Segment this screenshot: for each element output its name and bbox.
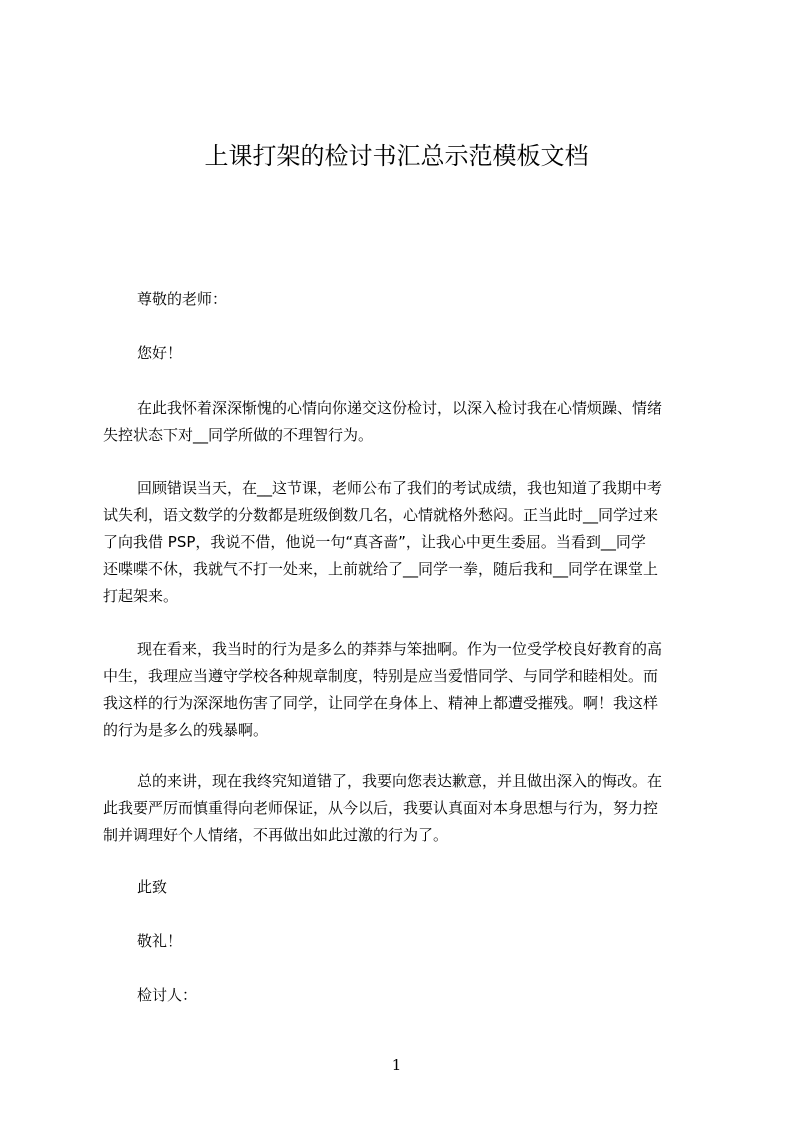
paragraph-line: 中生，我理应当遵守学校各种规章制度，特别是应当爱惜同学、与同学和睦相处。而 — [103, 667, 659, 685]
greeting: 您好！ — [137, 344, 183, 362]
paragraph-line: 失控状态下对__同学所做的不理智行为。 — [103, 426, 374, 444]
salutation: 尊敬的老师： — [137, 290, 228, 308]
paragraph-line: 打起架来。 — [103, 587, 179, 605]
signature-label: 检讨人： — [137, 986, 198, 1004]
paragraph-line: 的行为是多么的残暴啊。 — [103, 721, 269, 739]
paragraph-line: 在此我怀着深深惭愧的心情向你递交这份检讨，以深入检讨我在心情烦躁、情绪 — [137, 399, 663, 417]
paragraph-line: 了向我借 PSP，我说不借，他说一句“真吝啬”，让我心中更生委屈。当看到__同学 — [103, 533, 646, 551]
paragraph-line: 制并调理好个人情绪，不再做出如此过激的行为了。 — [103, 826, 449, 844]
paragraph-line: 回顾错误当天，在__这节课，老师公布了我们的考试成绩，我也知道了我期中考 — [137, 479, 663, 497]
document-title: 上课打架的检讨书汇总示范模板文档 — [204, 142, 589, 170]
paragraph-line: 试失利，语文数学的分数都是班级倒数几名，心情就格外愁闷。正当此时__同学过来 — [103, 506, 659, 524]
paragraph-line: 我这样的行为深深地伤害了同学，让同学在身体上、精神上都遭受摧残。啊！我这样 — [103, 694, 659, 712]
closing-line-2: 敬礼！ — [137, 932, 183, 950]
paragraph-line: 此我要严厉而慎重得向老师保证，从今以后，我要认真面对本身思想与行为，努力控 — [103, 799, 659, 817]
paragraph-line: 总的来讲，现在我终究知道错了，我要向您表达歉意，并且做出深入的悔改。在 — [137, 772, 663, 790]
closing-line-1: 此致 — [137, 878, 168, 896]
page-number: 1 — [391, 1056, 402, 1074]
paragraph-line: 现在看来，我当时的行为是多么的莽莽与笨拙啊。作为一位受学校良好教育的高 — [137, 640, 663, 658]
paragraph-line: 还喋喋不休，我就气不打一处来，上前就给了__同学一拳，随后我和__同学在课堂上 — [103, 560, 659, 578]
